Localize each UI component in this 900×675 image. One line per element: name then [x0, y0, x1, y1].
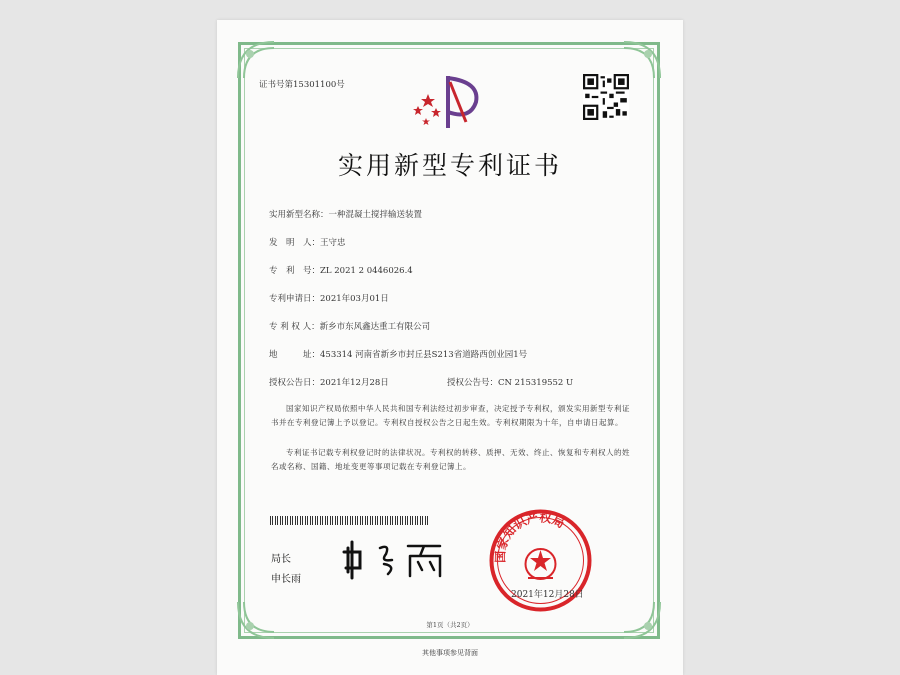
signatory-name: 申长雨: [271, 574, 301, 585]
field-grant-number: 授权公告号：CN 215319552 U: [447, 378, 574, 388]
footnote: 其他事项参见背面: [422, 649, 478, 657]
certificate-number: 证书号第15301100号: [259, 80, 345, 90]
corner-ornament-icon: [236, 40, 276, 80]
field-utility-model-name: 实用新型名称：一种混凝土搅拌输送装置: [269, 210, 423, 220]
field-application-date: 专利申请日：2021年03月01日: [269, 294, 389, 304]
page-number: 第1页（共2页）: [426, 621, 474, 629]
grant-statement-paragraph: 国家知识产权局依照中华人民共和国专利法经过初步审查，决定授予专利权，颁发实用新型专利证书并在专利登记簿上予以登记。专利权自授权公告之日起生效。专利权期限为十年，自申请日起算。: [271, 404, 630, 427]
legal-status-paragraph: 专利证书记载专利权登记时的法律状况。专利权的转移、质押、无效、终止、恢复和专利权人的姓名或名称、国籍、地址变更等事项记载在专利登记簿上。: [271, 448, 630, 471]
field-patent-number: 专 利 号：ZL 2021 2 0446026.4: [269, 266, 413, 276]
signatory-role: 局长: [271, 554, 291, 565]
svg-text:国家知识产权局: 国家知识产权局: [493, 510, 567, 563]
field-address: 地 址：453314 河南省新乡市封丘县S213省道路西创业园1号: [269, 350, 528, 360]
field-patentee: 专 利 权 人：新乡市东风鑫达重工有限公司: [269, 322, 431, 332]
qr-code-icon: [583, 74, 629, 120]
field-inventor: 发 明 人：王守忠: [269, 238, 346, 248]
field-grant-date: 授权公告日：2021年12月28日: [269, 378, 389, 388]
cnipa-logo-icon: [410, 72, 485, 132]
barcode-icon: [270, 516, 430, 525]
certificate-title: 实用新型专利证书: [337, 151, 562, 180]
signature-icon: [340, 538, 450, 580]
stamp-date: 2021年12月28日: [511, 590, 584, 600]
